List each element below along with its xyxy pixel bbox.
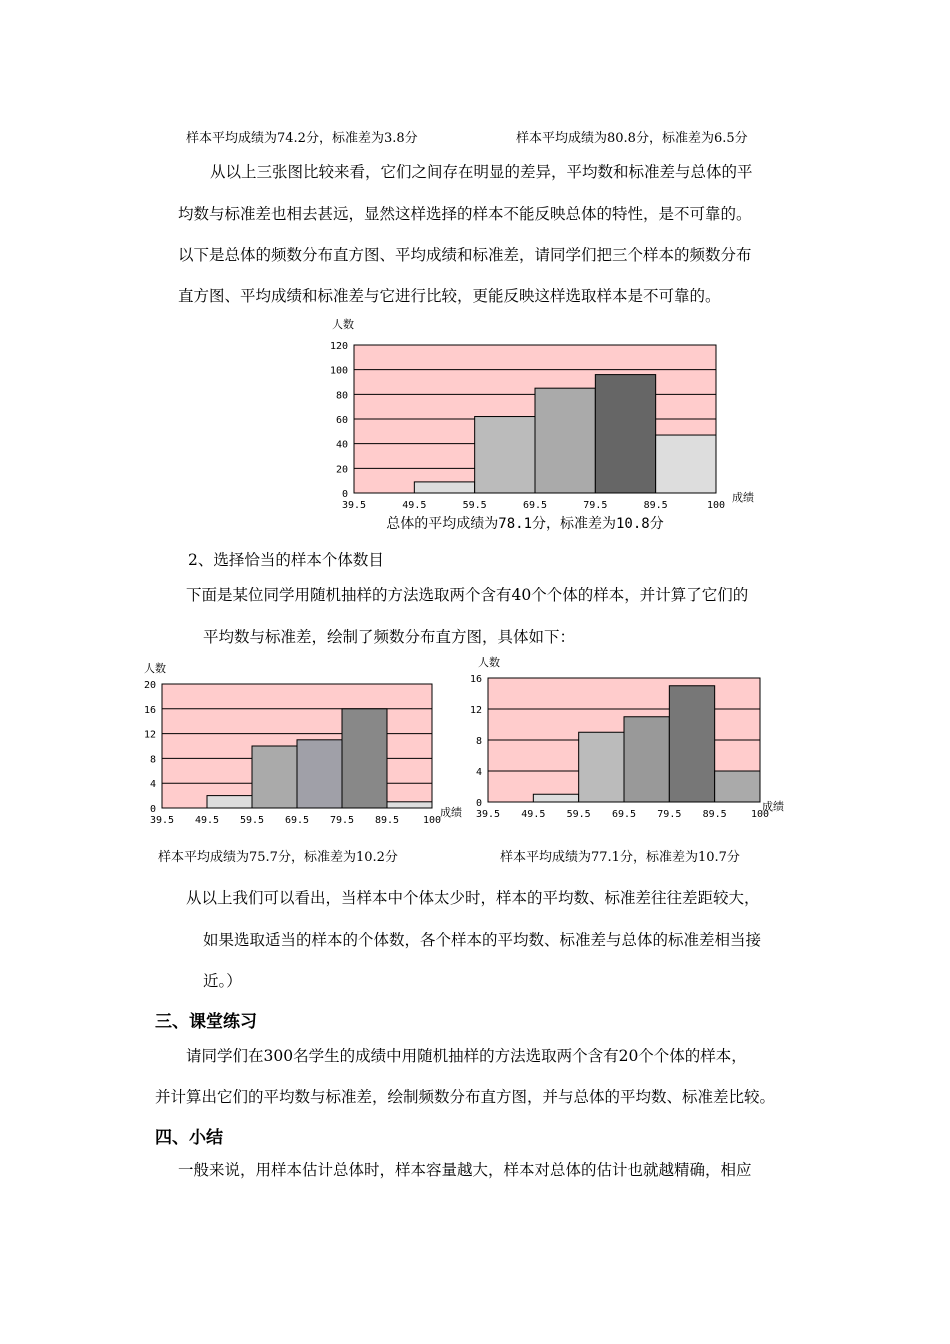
histogram-bar	[207, 796, 252, 808]
y-tick-label: 8	[149, 754, 156, 766]
para4-line: 并计算出它们的平均数与标准差，绘制频数分布直方图，并与总体的平均数、标准差比较。	[155, 1088, 776, 1106]
x-axis-label: 成绩	[732, 491, 754, 504]
para1-line: 以下是总体的频数分布直方图、平均成绩和标准差，请同学们把三个样本的频数分布	[178, 246, 752, 264]
y-tick-label: 80	[335, 390, 348, 402]
sample1-histogram	[136, 660, 476, 830]
x-tick-label: 59.5	[566, 809, 591, 820]
histogram-bar	[715, 771, 760, 802]
x-tick-label: 79.5	[329, 815, 355, 826]
heading-summary: 四、小结	[155, 1128, 223, 1148]
y-tick-label: 0	[475, 798, 482, 809]
caption-sample-b: 样本平均成绩为80.8分，标准差为6.5分	[516, 131, 748, 146]
x-tick-label: 79.5	[583, 500, 608, 511]
histogram-bar	[387, 802, 432, 808]
x-tick-label: 59.5	[239, 815, 265, 826]
para5-line: 一般来说，用样本估计总体时，样本容量越大，样本对总体的估计也就越精确，相应	[178, 1161, 752, 1179]
para1-line: 均数与标准差也相去甚远，显然这样选择的样本不能反映总体的特性，是不可靠的。	[178, 205, 752, 223]
y-tick-label: 120	[329, 341, 348, 352]
para1-line: 从以上三张图比较来看，它们之间存在明显的差异，平均数和标准差与总体的平	[210, 163, 753, 181]
heading-class-practice: 三、课堂练习	[155, 1012, 257, 1032]
para1-line: 直方图、平均成绩和标准差与它进行比较，更能反映这样选取样本是不可靠的。	[178, 287, 721, 305]
x-tick-label: 79.5	[657, 809, 682, 820]
x-tick-label: 69.5	[522, 500, 548, 511]
x-tick-label: 39.5	[149, 815, 175, 826]
y-tick-label: 0	[341, 489, 348, 500]
y-tick-label: 100	[329, 365, 348, 377]
para3-line: 近。）	[203, 972, 242, 990]
x-tick-label: 59.5	[462, 500, 487, 511]
histogram-bar	[656, 435, 716, 493]
x-tick-label: 39.5	[475, 809, 501, 820]
y-axis-label: 人数	[332, 318, 354, 331]
y-tick-label: 16	[143, 704, 156, 716]
para2-line: 下面是某位同学用随机抽样的方法选取两个含有40个个体的样本，并计算了它们的	[186, 586, 749, 604]
histogram-bar	[297, 740, 342, 808]
y-tick-label: 4	[149, 779, 156, 791]
x-tick-label: 100	[750, 809, 770, 820]
para3-line: 如果选取适当的样本的个体数，各个样本的平均数、标准差与总体的标准差相当接	[203, 931, 762, 949]
x-tick-label: 89.5	[702, 809, 727, 820]
y-tick-label: 40	[335, 439, 348, 451]
caption-sample-a: 样本平均成绩为74.2分，标准差为3.8分	[186, 131, 418, 146]
para3-line: 从以上我们可以看出，当样本中个体太少时，样本的平均数、标准差往往差距较大，	[186, 889, 760, 907]
histogram-bar	[624, 717, 669, 802]
population-histogram	[320, 314, 770, 536]
y-tick-label: 0	[149, 804, 156, 815]
x-tick-label: 49.5	[521, 809, 546, 820]
caption-sample2: 样本平均成绩为77.1分，标准差为10.7分	[500, 850, 740, 865]
y-axis-label: 人数	[478, 656, 500, 669]
y-tick-label: 20	[335, 464, 348, 476]
histogram-bar	[579, 732, 624, 802]
y-tick-label: 12	[469, 705, 482, 716]
x-tick-label: 49.5	[194, 815, 220, 826]
x-axis-label: 成绩	[762, 800, 784, 813]
histogram-bar	[342, 709, 387, 808]
histogram-bar	[533, 794, 578, 802]
x-tick-label: 89.5	[643, 500, 668, 511]
y-tick-label: 16	[469, 674, 482, 685]
section2-title: 2、选择恰当的样本个体数目	[188, 551, 384, 569]
y-tick-label: 20	[143, 680, 156, 691]
y-tick-label: 12	[143, 729, 156, 741]
x-tick-label: 100	[422, 815, 442, 826]
y-tick-label: 60	[335, 415, 348, 426]
para2-line: 平均数与标准差，绘制了频数分布直方图，具体如下：	[203, 628, 576, 646]
x-tick-label: 69.5	[611, 809, 637, 820]
para4-line: 请同学们在300名学生的成绩中用随机抽样的方法选取两个含有20个个体的样本，	[186, 1047, 747, 1065]
x-axis-label: 成绩	[440, 806, 462, 819]
x-tick-label: 49.5	[402, 500, 427, 511]
x-tick-label: 100	[706, 500, 726, 511]
caption-sample1: 样本平均成绩为75.7分，标准差为10.2分	[158, 850, 398, 865]
y-tick-label: 8	[475, 736, 482, 747]
histogram-bar	[252, 746, 297, 808]
y-tick-label: 4	[475, 767, 482, 778]
sample2-histogram	[462, 654, 802, 824]
histogram-bar	[669, 686, 714, 802]
chart-title: 总体的平均成绩为78.1分，标准差为10.8分	[386, 516, 664, 532]
x-tick-label: 69.5	[284, 815, 310, 826]
x-tick-label: 39.5	[341, 500, 367, 511]
y-axis-label: 人数	[144, 662, 166, 675]
histogram-bar	[414, 482, 474, 493]
x-tick-label: 89.5	[374, 815, 400, 826]
histogram-bar	[595, 375, 655, 493]
histogram-bar	[535, 388, 595, 493]
histogram-bar	[475, 417, 535, 493]
